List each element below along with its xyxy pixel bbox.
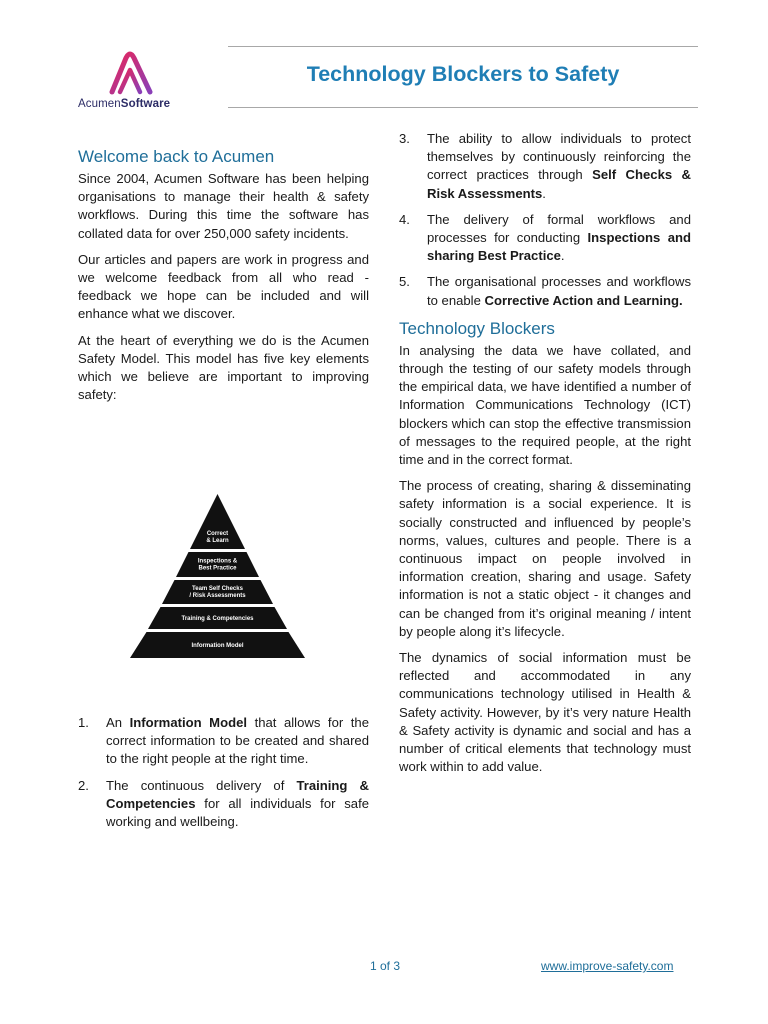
logo-name-part1: Acumen [78,98,121,110]
pyramid-label-1a: Correct [206,531,229,537]
list-item-text: . [560,248,565,264]
header-rule-bottom [228,107,698,108]
acumen-logo-icon [106,50,156,96]
list-item [399,130,691,203]
intro-paragraph-3: At the heart of everything we do is the Acumen Safety Model. This model has five key elements which we believe are important to improving safety: [78,332,369,403]
list-item-text: The delivery of formal workflows and processes for conducting [427,211,691,246]
list-item [399,273,691,309]
welcome-heading: Welcome back to Acumen [78,147,275,166]
pyramid-label-5: Information Model [191,643,244,649]
technology-blockers-heading: Technology Blockers [399,318,555,338]
list-item-bold: Information Model [129,715,247,730]
list-item-text: The organisational processes and workflows to enable [427,274,691,308]
left-column [78,146,369,412]
list-item-text: The ability to allow individuals to protect themselves by continuously reinforcing the correct practices through [427,131,691,183]
list-item-bold: Inspections and sharing Best Practice [427,230,691,264]
right-column [399,130,691,785]
acumen-logo [78,50,184,116]
pyramid-level-self-checks [162,580,273,604]
list-item-bold: Corrective Action and Learning. [484,292,683,308]
pyramid-label-4: Training & Competencies [181,616,254,622]
blockers-paragraph-3: The dynamics of social information must be reflected and accommodated in any communications technology utilised in Health & Safety activity. However, by it’s very nature Health & Safety activity is dynamic and social and has a number of critical elements that technology must work within to add value. [399,650,691,775]
intro-paragraph-2: Our articles and papers are work in progress and we welcome feedback from all who read - feedback we hope can be included and will enhance what we discover. [78,251,369,322]
list-item-bold: Training & Competencies [106,777,369,811]
list-item-number: 1. [78,715,89,730]
list-item-text: An [106,715,130,730]
list-item-text: . [542,185,546,201]
list-item-number: 5. [399,274,410,290]
blockers-paragraph-1: In analysing the data we have collated, and through the testing of our safety models through the empirical data, we have identified a number of Information Communications Technology (ICT) blockers which can stop the effective transmission of messages to the required people, at the right time and in the correct format. [399,342,691,468]
pyramid-level-inspections [176,552,259,577]
list-item [78,777,369,832]
list-item-number: 2. [78,777,89,793]
list-item [399,211,691,266]
logo-wordmark [78,98,188,110]
list-item-text: that allows for the correct information to be created and shared to the right people at the right time. [106,715,369,767]
website-link[interactable]: www.improve-safety.com [541,959,674,973]
blockers-paragraph-2: The process of creating, sharing & disseminating safety information is a social experience. It is socially constructed and influenced by people’s norms, values, cultures and people. There is a continuous impact on people involved in information creation, sharing and usage. Safety information is not a static object - it changes and can be changed from it’s original meaning / intent by people along it’s lifecycle. [399,478,691,639]
pyramid-label-1b: & Learn [206,538,229,544]
list-item-number: 4. [399,211,410,227]
page-number: 1 of 3 [369,959,401,973]
safety-model-pyramid [130,494,305,658]
logo-name-part2: Software [120,98,171,110]
pyramid-label-3b: / Risk Assessments [189,593,246,599]
intro-paragraph-1: Since 2004, Acumen Software has been helping organisations to manage their health & safety workflows. During this time the software has collated data for over 250,000 safety incidents. [78,171,369,241]
pyramid-label-2b: Best Practice [198,565,237,572]
header-rule-top [228,46,698,47]
safety-elements-list-left [78,714,369,839]
pyramid-label-2a: Inspections & [197,558,238,565]
page-title: Technology Blockers to Safety [306,62,620,86]
list-item-number: 3. [399,131,410,146]
list-item-bold: Self Checks & Risk Assessments [427,167,692,201]
pyramid-label-3a: Team Self Checks [192,586,243,592]
list-item-text: The continuous delivery of [106,777,297,793]
list-item [78,714,369,769]
safety-elements-list-right [399,130,691,310]
list-item-text: for all individuals for safe working and wellbeing. [106,795,369,830]
